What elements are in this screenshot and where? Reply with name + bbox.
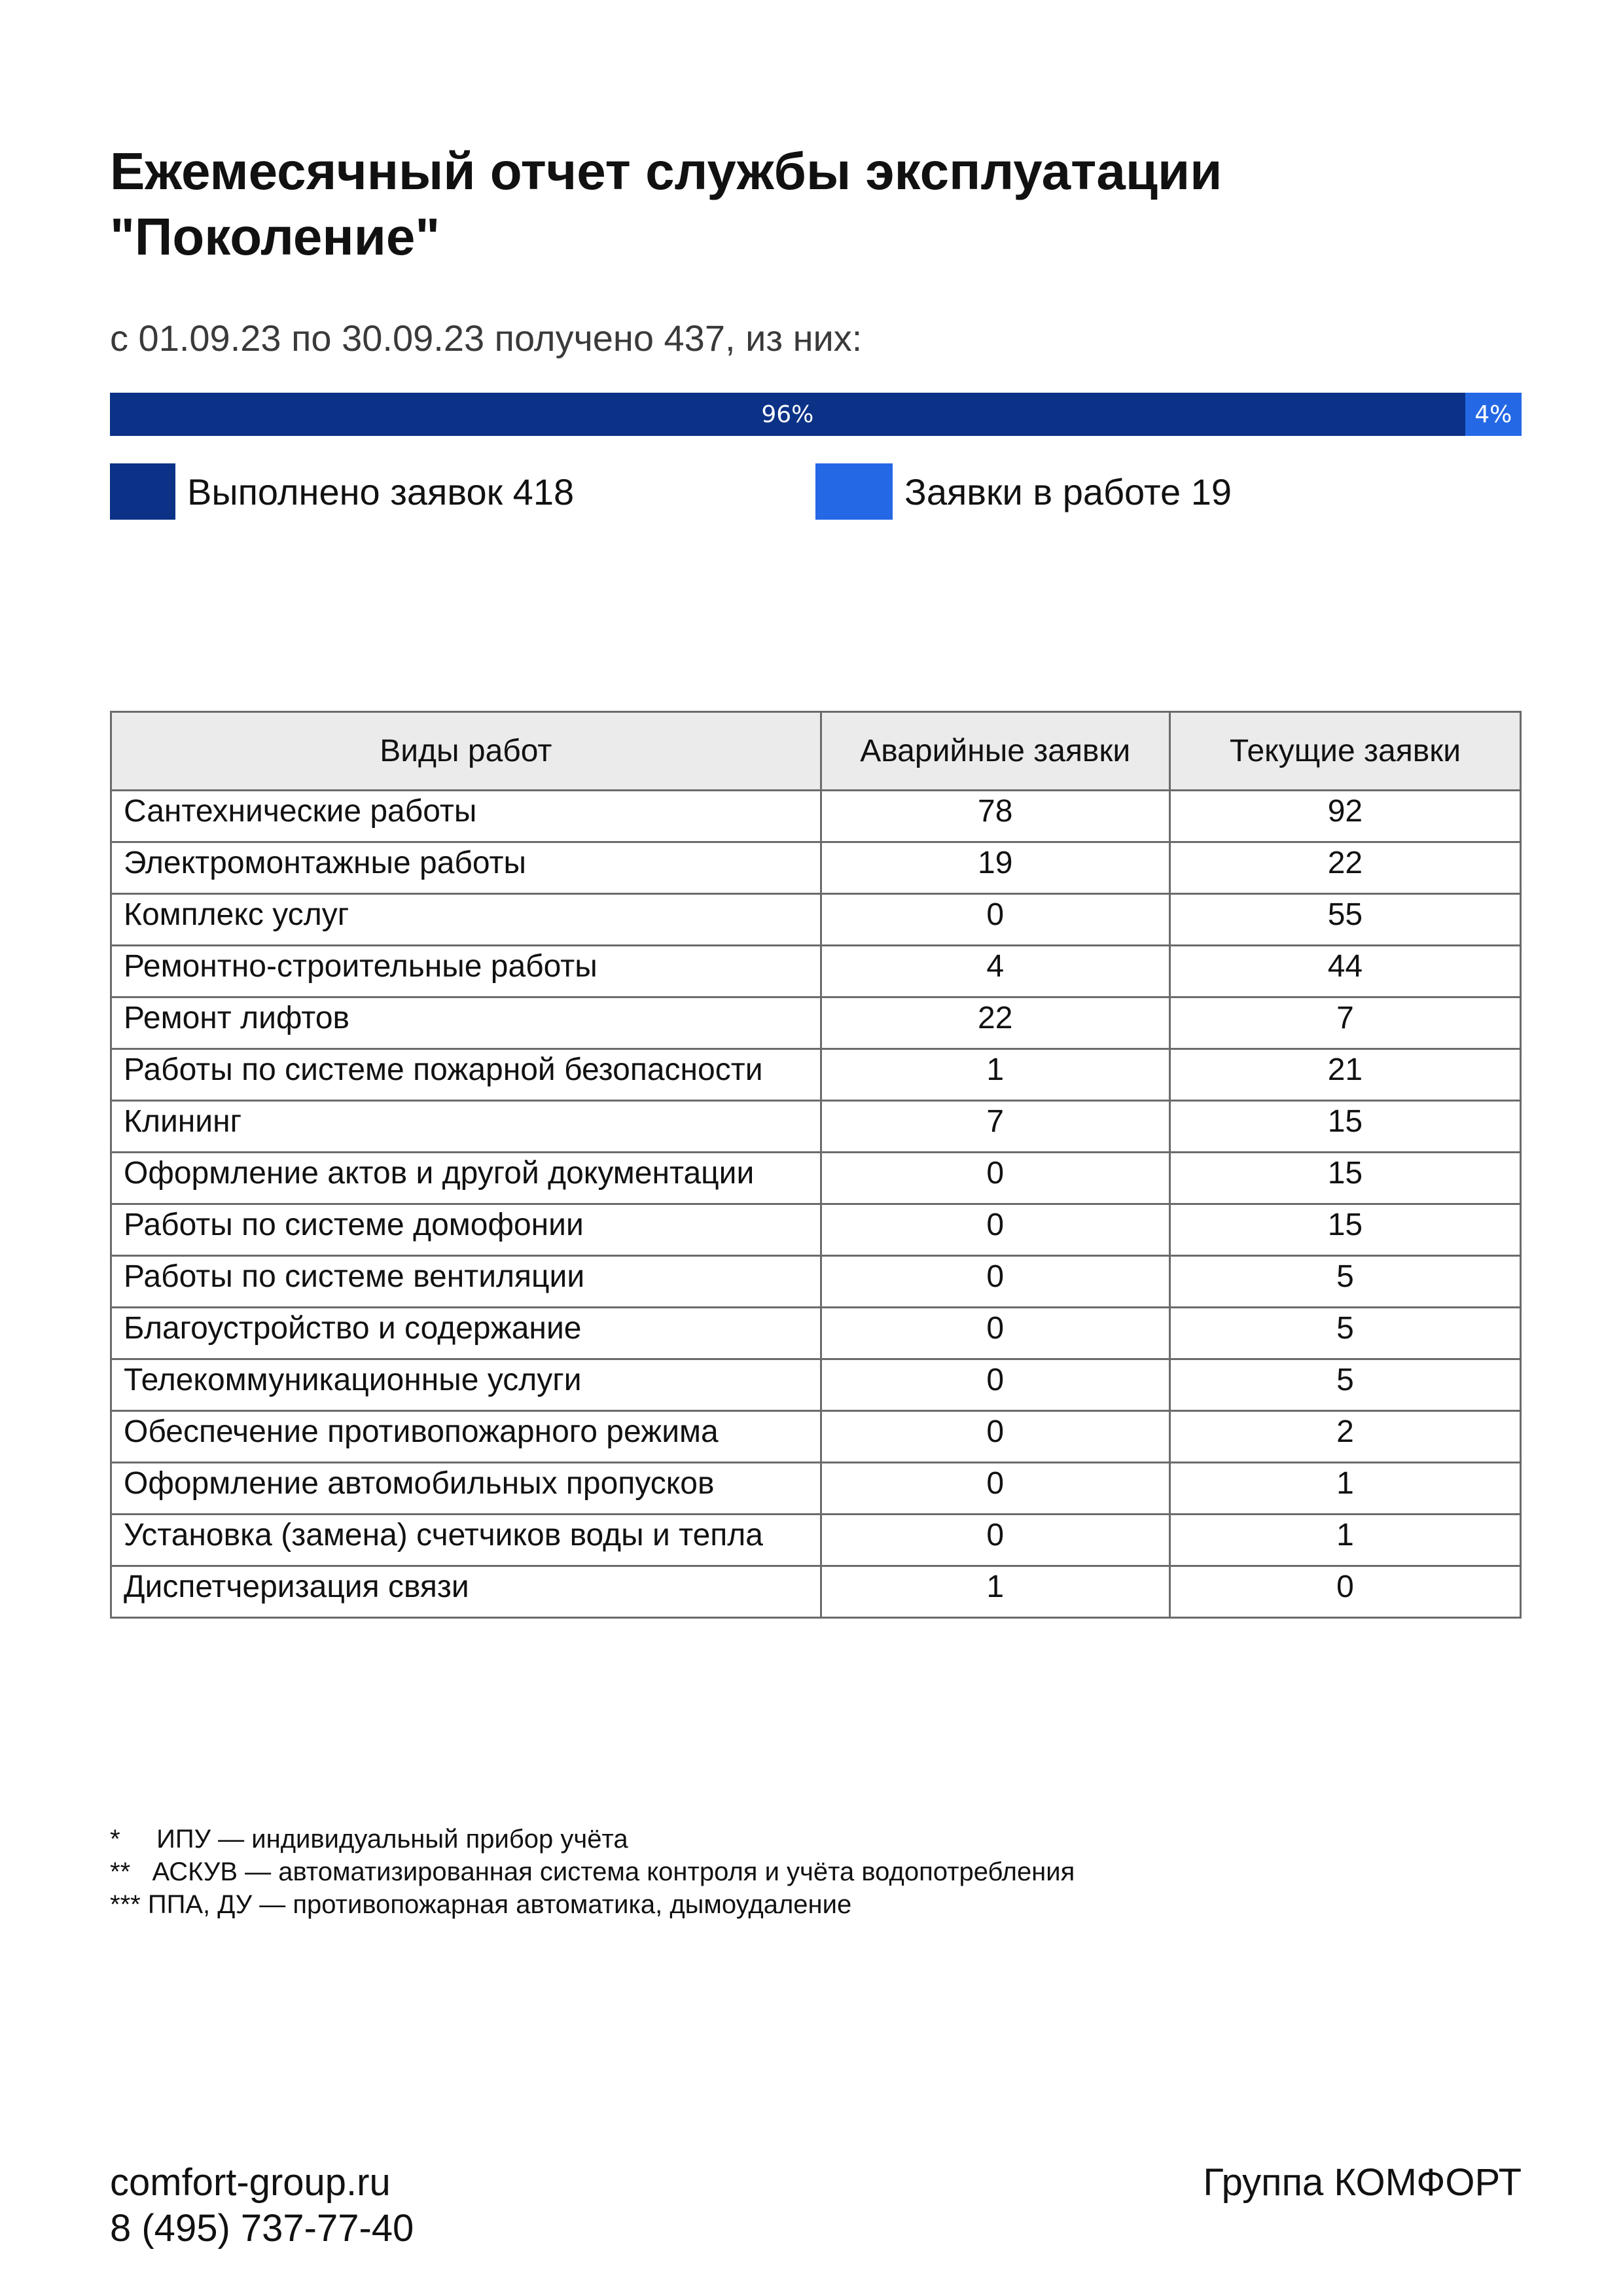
footnote-ppa: *** ППА, ДУ — противопожарная автоматика, дымоудаление [110,1890,852,1919]
row-current: 1 [1169,1463,1520,1515]
row-current: 44 [1169,946,1520,997]
legend-item-done [110,463,574,520]
row-emergency: 7 [821,1101,1169,1153]
row-work-type: Телекоммуникационные услуги [111,1359,821,1411]
progress-work-label: 4% [1474,401,1512,428]
requests-progress-bar [110,393,1522,436]
table-row [111,946,1521,997]
row-current: 5 [1169,1256,1520,1308]
progress-legend [110,463,1522,520]
row-work-type: Сантехнические работы [111,791,821,842]
row-work-type: Работы по системе вентиляции [111,1256,821,1308]
row-current: 5 [1169,1308,1520,1359]
legend-item-work [815,463,1232,520]
row-work-type: Ремонтно-строительные работы [111,946,821,997]
row-current: 15 [1169,1153,1520,1204]
legend-label-work: Заявки в работе 19 [904,471,1232,512]
legend-swatch-done [110,463,175,520]
table-row [111,1308,1521,1359]
progress-done-segment [110,393,1465,436]
row-current: 55 [1169,894,1520,946]
row-work-type: Благоустройство и содержание [111,1308,821,1359]
row-emergency: 0 [821,1411,1169,1463]
table-row [111,1256,1521,1308]
row-current: 15 [1169,1204,1520,1256]
row-emergency: 1 [821,1566,1169,1618]
works-table [110,711,1522,1619]
row-work-type: Клининг [111,1101,821,1153]
row-work-type: Обеспечение противопожарного режима [111,1411,821,1463]
row-current: 0 [1169,1566,1520,1618]
row-current: 1 [1169,1515,1520,1566]
row-emergency: 0 [821,1256,1169,1308]
row-current: 15 [1169,1101,1520,1153]
footer-phone: 8 (495) 737-77-40 [110,2207,414,2250]
header-emergency: Аварийные заявки [821,712,1169,791]
legend-label-done: Выполнено заявок 418 [187,471,575,512]
report-title [110,139,1484,270]
table-row [111,842,1521,894]
row-emergency: 0 [821,1308,1169,1359]
row-emergency: 19 [821,842,1169,894]
row-emergency: 0 [821,1359,1169,1411]
footer-contacts [110,2160,414,2251]
row-current: 7 [1169,997,1520,1049]
table-row [111,997,1521,1049]
row-emergency: 78 [821,791,1169,842]
row-emergency: 0 [821,1153,1169,1204]
table-row [111,791,1521,842]
row-emergency: 0 [821,1463,1169,1515]
row-emergency: 0 [821,894,1169,946]
row-emergency: 22 [821,997,1169,1049]
row-work-type: Электромонтажные работы [111,842,821,894]
table-row [111,894,1521,946]
report-title-line1: Ежемесячный отчет службы эксплуатации [110,142,1222,200]
row-work-type: Комплекс услуг [111,894,821,946]
row-work-type: Работы по системе домофонии [111,1204,821,1256]
table-row [111,1204,1521,1256]
table-row [111,1463,1521,1515]
footnote-askuv: ** АСКУВ — автоматизированная система контроля и учёта водопотребления [110,1857,1075,1886]
row-current: 21 [1169,1049,1520,1101]
legend-swatch-work [815,463,893,520]
footer-company: Группа КОМФОРТ [1203,2161,1522,2204]
row-emergency: 4 [821,946,1169,997]
table-row [111,1153,1521,1204]
table-row [111,1411,1521,1463]
row-work-type: Ремонт лифтов [111,997,821,1049]
report-title-line2: "Поколение" [110,207,440,266]
header-work-type: Виды работ [111,712,821,791]
row-work-type: Диспетчеризация связи [111,1566,821,1618]
row-work-type: Работы по системе пожарной безопасности [111,1049,821,1101]
row-emergency: 1 [821,1049,1169,1101]
table-row [111,1359,1521,1411]
footnotes [110,1823,1075,1921]
progress-work-segment [1465,393,1522,436]
footer-website: comfort-group.ru [110,2161,391,2204]
report-period: с 01.09.23 по 30.09.23 получено 437, из них: [110,317,863,359]
progress-done-label: 96% [761,401,814,428]
table-row [111,1049,1521,1101]
table-row [111,1515,1521,1566]
row-current: 92 [1169,791,1520,842]
report-page [110,0,1522,2296]
row-emergency: 0 [821,1515,1169,1566]
table-row [111,1101,1521,1153]
row-emergency: 0 [821,1204,1169,1256]
row-work-type: Оформление автомобильных пропусков [111,1463,821,1515]
footnote-ipu: * ИПУ — индивидуальный прибор учёта [110,1825,628,1854]
table-header-row [111,712,1521,791]
row-work-type: Установка (замена) счетчиков воды и тепла [111,1515,821,1566]
row-current: 2 [1169,1411,1520,1463]
header-current: Текущие заявки [1169,712,1520,791]
row-current: 5 [1169,1359,1520,1411]
table-row [111,1566,1521,1618]
row-current: 22 [1169,842,1520,894]
row-work-type: Оформление актов и другой документации [111,1153,821,1204]
